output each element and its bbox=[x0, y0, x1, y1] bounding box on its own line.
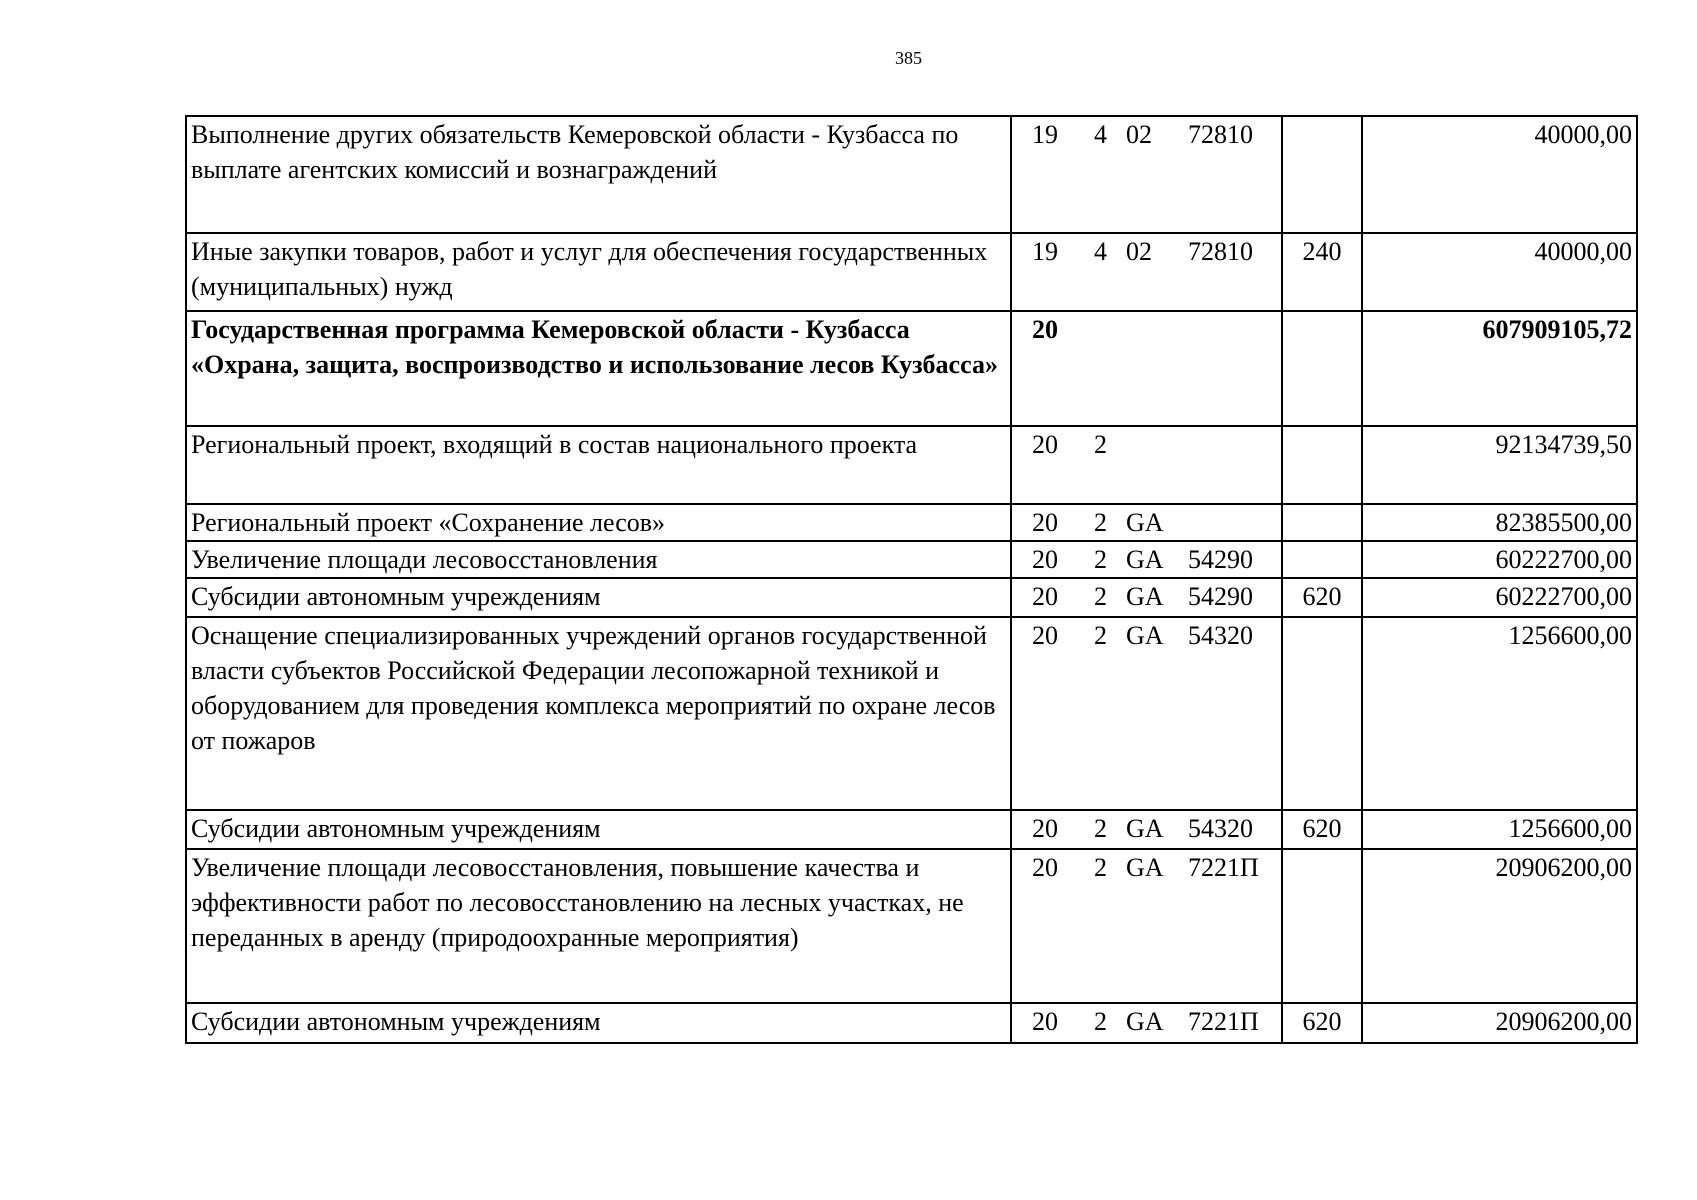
table-row bbox=[186, 311, 1637, 426]
code-direction: 72810 bbox=[1188, 120, 1253, 149]
code-program: 20 bbox=[1032, 853, 1058, 882]
code-program: 20 bbox=[1032, 430, 1058, 459]
code-program: 20 bbox=[1032, 1007, 1058, 1036]
row-code bbox=[1011, 810, 1282, 849]
code-program: 19 bbox=[1032, 120, 1058, 149]
row-name: Выполнение других обязательств Кемеровской области - Кузбасса по выплате агентских комиссий и вознаграждений bbox=[186, 116, 1011, 233]
code-subprogram: 2 bbox=[1094, 814, 1107, 843]
row-sum: 40000,00 bbox=[1362, 116, 1637, 233]
row-name: Увеличение площади лесовосстановления, повышение качества и эффективности работ по лесовосстановлению на лесных участках, не переданных в аренду (природоохранные мероприятия) bbox=[186, 849, 1011, 1003]
row-sum: 82385500,00 bbox=[1362, 504, 1637, 541]
page-number: 385 bbox=[895, 48, 922, 68]
code-event: 02 bbox=[1126, 237, 1152, 266]
row-sum: 20906200,00 bbox=[1362, 1003, 1637, 1043]
table-row bbox=[186, 541, 1637, 578]
code-program: 20 bbox=[1032, 315, 1058, 344]
row-code bbox=[1011, 541, 1282, 578]
code-subprogram: 2 bbox=[1094, 430, 1107, 459]
code-program: 20 bbox=[1032, 582, 1058, 611]
row-name: Субсидии автономным учреждениям bbox=[186, 578, 1011, 617]
code-subprogram: 2 bbox=[1094, 621, 1107, 650]
code-program: 20 bbox=[1032, 621, 1058, 650]
row-sum: 20906200,00 bbox=[1362, 849, 1637, 1003]
code-event: GA bbox=[1126, 582, 1164, 611]
row-expense-type: 620 bbox=[1282, 578, 1362, 617]
row-code bbox=[1011, 504, 1282, 541]
row-expense-type bbox=[1282, 311, 1362, 426]
row-expense-type: 620 bbox=[1282, 810, 1362, 849]
code-direction: 54290 bbox=[1188, 545, 1253, 574]
row-expense-type bbox=[1282, 541, 1362, 578]
code-subprogram: 4 bbox=[1094, 237, 1107, 266]
row-code bbox=[1011, 311, 1282, 426]
code-event: GA bbox=[1126, 1007, 1164, 1036]
row-name: Увеличение площади лесовосстановления bbox=[186, 541, 1011, 578]
code-subprogram: 2 bbox=[1094, 508, 1107, 537]
row-code bbox=[1011, 116, 1282, 233]
table-row bbox=[186, 504, 1637, 541]
row-expense-type bbox=[1282, 849, 1362, 1003]
row-name: Региональный проект, входящий в состав национального проекта bbox=[186, 426, 1011, 504]
row-sum: 40000,00 bbox=[1362, 233, 1637, 311]
table-row bbox=[186, 426, 1637, 504]
code-program: 19 bbox=[1032, 237, 1058, 266]
row-expense-type bbox=[1282, 116, 1362, 233]
table-row bbox=[186, 116, 1637, 233]
code-direction: 54320 bbox=[1188, 621, 1253, 650]
table-row bbox=[186, 1003, 1637, 1043]
code-subprogram: 2 bbox=[1094, 545, 1107, 574]
row-expense-type: 620 bbox=[1282, 1003, 1362, 1043]
row-sum: 60222700,00 bbox=[1362, 541, 1637, 578]
table-row bbox=[186, 578, 1637, 617]
code-event: GA bbox=[1126, 545, 1164, 574]
code-program: 20 bbox=[1032, 545, 1058, 574]
row-code bbox=[1011, 426, 1282, 504]
row-sum: 92134739,50 bbox=[1362, 426, 1637, 504]
code-direction: 7221П bbox=[1188, 1007, 1259, 1036]
code-direction: 54290 bbox=[1188, 582, 1253, 611]
code-direction: 54320 bbox=[1188, 814, 1253, 843]
code-event: GA bbox=[1126, 814, 1164, 843]
code-program: 20 bbox=[1032, 508, 1058, 537]
row-sum: 1256600,00 bbox=[1362, 810, 1637, 849]
row-expense-type bbox=[1282, 617, 1362, 810]
row-name: Иные закупки товаров, работ и услуг для обеспечения государственных (муниципальных) нужд bbox=[186, 233, 1011, 311]
row-code bbox=[1011, 578, 1282, 617]
budget-table bbox=[185, 115, 1638, 1044]
code-event: 02 bbox=[1126, 120, 1152, 149]
row-name: Субсидии автономным учреждениям bbox=[186, 1003, 1011, 1043]
row-sum: 1256600,00 bbox=[1362, 617, 1637, 810]
row-name: Региональный проект «Сохранение лесов» bbox=[186, 504, 1011, 541]
code-subprogram: 2 bbox=[1094, 853, 1107, 882]
row-expense-type bbox=[1282, 426, 1362, 504]
code-subprogram: 4 bbox=[1094, 120, 1107, 149]
table-row bbox=[186, 849, 1637, 1003]
row-expense-type bbox=[1282, 504, 1362, 541]
code-subprogram: 2 bbox=[1094, 1007, 1107, 1036]
row-name: Оснащение специализированных учреждений органов государственной власти субъектов Российской Федерации лесопожарной техникой и оборудованием для проведения комплекса мероприятий по охране лесов от пожаров bbox=[186, 617, 1011, 810]
row-name: Государственная программа Кемеровской области - Кузбасса «Охрана, защита, воспроизводство и использование лесов Кузбасса» bbox=[186, 311, 1011, 426]
row-name: Субсидии автономным учреждениям bbox=[186, 810, 1011, 849]
row-code bbox=[1011, 849, 1282, 1003]
table-row bbox=[186, 233, 1637, 311]
row-sum: 607909105,72 bbox=[1362, 311, 1637, 426]
code-direction: 72810 bbox=[1188, 237, 1253, 266]
code-direction: 7221П bbox=[1188, 853, 1259, 882]
code-event: GA bbox=[1126, 508, 1164, 537]
row-code bbox=[1011, 1003, 1282, 1043]
table-row bbox=[186, 617, 1637, 810]
row-sum: 60222700,00 bbox=[1362, 578, 1637, 617]
code-subprogram: 2 bbox=[1094, 582, 1107, 611]
table-row bbox=[186, 810, 1637, 849]
row-code bbox=[1011, 617, 1282, 810]
code-event: GA bbox=[1126, 853, 1164, 882]
code-event: GA bbox=[1126, 621, 1164, 650]
row-expense-type: 240 bbox=[1282, 233, 1362, 311]
code-program: 20 bbox=[1032, 814, 1058, 843]
row-code bbox=[1011, 233, 1282, 311]
